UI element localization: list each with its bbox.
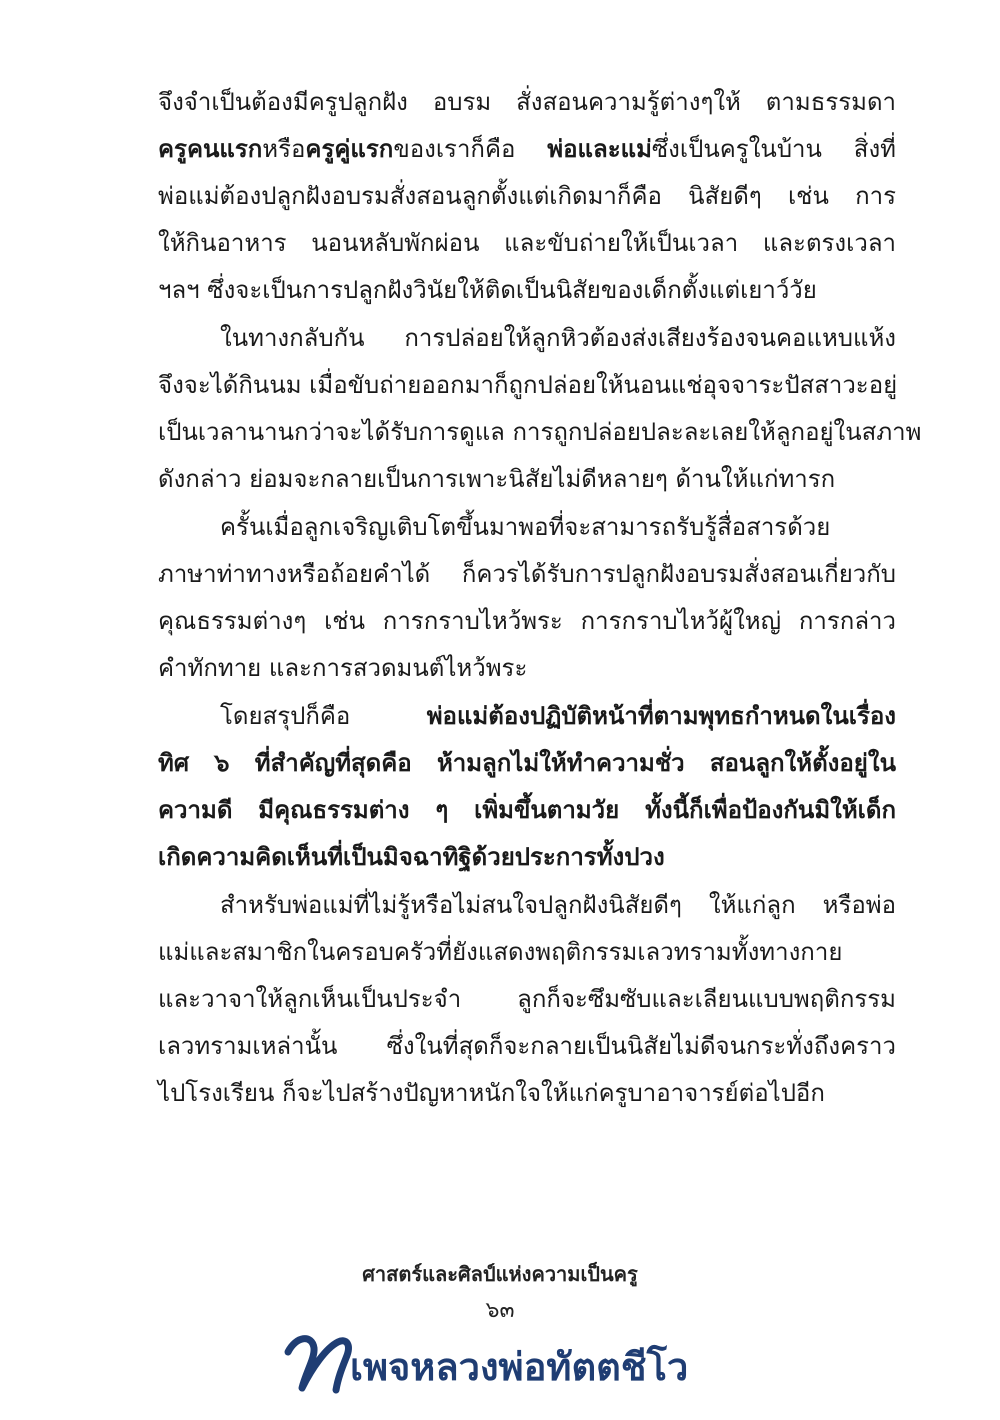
text-line: ดังกล่าว ย่อมจะกลายเป็นการเพาะนิสัยไม่ดีหลายๆ ด้านให้แก่ทารก	[158, 465, 836, 493]
text-span: ซึ่งเป็นครูในบ้าน สิ่งที่	[651, 135, 896, 163]
bold-phrase: ครูคนแรก	[158, 135, 263, 163]
text-line: พ่อแม่ต้องปลูกฝังอบรมสั่งสอนลูกตั้งแต่เกิดมาก็คือ นิสัยดีๆ เช่น การ	[158, 182, 896, 210]
text-span: หรือ	[262, 135, 306, 163]
bold-phrase: พ่อแม่ต้องปฏิบัติหน้าที่ตามพุทธกำหนดในเรื่อง	[426, 702, 896, 730]
page-number: ๖๓	[485, 1298, 515, 1323]
page-logo	[282, 1322, 732, 1402]
text-line: เป็นเวลานานกว่าจะได้รับการดูแล การถูกปล่อยปละละเลยให้ลูกอยู่ในสภาพ	[158, 418, 922, 446]
text-line	[158, 129, 896, 169]
text-line: ทิศ ๖ ที่สำคัญที่สุดคือ ห้ามลูกไม่ให้ทำความชั่ว สอนลูกให้ตั้งอยู่ใน	[158, 749, 896, 777]
text-line: ครั้นเมื่อลูกเจริญเติบโตขึ้นมาพอที่จะสามารถรับรู้สื่อสารด้วย	[220, 513, 831, 541]
logo-text: เพจหลวงพ่อทัตตชีโว	[350, 1345, 689, 1389]
text-line	[158, 696, 896, 736]
text-line: สำหรับพ่อแม่ที่ไม่รู้หรือไม่สนใจปลูกฝังนิสัยดีๆ ให้แก่ลูก หรือพ่อ	[220, 891, 896, 919]
text-line: ความดี มีคุณธรรมต่าง ๆ เพิ่มขึ้นตามวัย ทั้งนี้ก็เพื่อป้องกันมิให้เด็ก	[158, 796, 896, 824]
text-line: แม่และสมาชิกในครอบครัวที่ยังแสดงพฤติกรรมเลวทรามทั้งทางกาย	[158, 938, 843, 966]
text-line: ฯลฯ ซึ่งจะเป็นการปลูกฝังวินัยให้ติดเป็นนิสัยของเด็กตั้งแต่เยาว์วัย	[158, 276, 817, 304]
bold-phrase: พ่อและแม่	[547, 135, 652, 163]
text-span: โดยสรุปก็คือ	[220, 702, 427, 730]
text-span: ของเราก็คือ	[393, 135, 548, 163]
text-line: เลวทรามเหล่านั้น ซึ่งในที่สุดก็จะกลายเป็นนิสัยไม่ดีจนกระทั่งถึงคราว	[158, 1032, 896, 1060]
book-title: ศาสตร์และศิลป์แห่งความเป็นครู	[362, 1262, 638, 1286]
text-line: ในทางกลับกัน การปล่อยให้ลูกหิวต้องส่งเสียงร้องจนคอแหบแห้ง	[220, 324, 896, 352]
text-line: และวาจาให้ลูกเห็นเป็นประจำ ลูกก็จะซึมซับและเลียนแบบพฤติกรรม	[158, 985, 896, 1013]
bold-phrase: ครูคู่แรก	[305, 135, 394, 163]
text-line: เกิดความคิดเห็นที่เป็นมิจฉาทิฐิด้วยประการทั้งปวง	[158, 843, 665, 871]
text-line: ไปโรงเรียน ก็จะไปสร้างปัญหาหนักใจให้แก่ครูบาอาจารย์ต่อไปอีก	[158, 1079, 825, 1107]
text-line: คำทักทาย และการสวดมนต์ไหว้พระ	[158, 654, 528, 682]
text-line: จึงจำเป็นต้องมีครูปลูกฝัง อบรม สั่งสอนความรู้ต่างๆให้ ตามธรรมดา	[158, 88, 896, 116]
text-line: ภาษาท่าทางหรือถ้อยคำได้ ก็ควรได้รับการปลูกฝังอบรมสั่งสอนเกี่ยวกับ	[158, 560, 896, 588]
text-line: คุณธรรมต่างๆ เช่น การกราบไหว้พระ การกราบไหว้ผู้ใหญ่ การกล่าว	[158, 607, 896, 635]
text-line: ให้กินอาหาร นอนหลับพักผ่อน และขับถ่ายให้เป็นเวลา และตรงเวลา	[158, 229, 896, 257]
text-line: จึงจะได้กินนม เมื่อขับถ่ายออกมาก็ถูกปล่อยให้นอนแช่อุจจาระปัสสาวะอยู่	[158, 371, 898, 399]
